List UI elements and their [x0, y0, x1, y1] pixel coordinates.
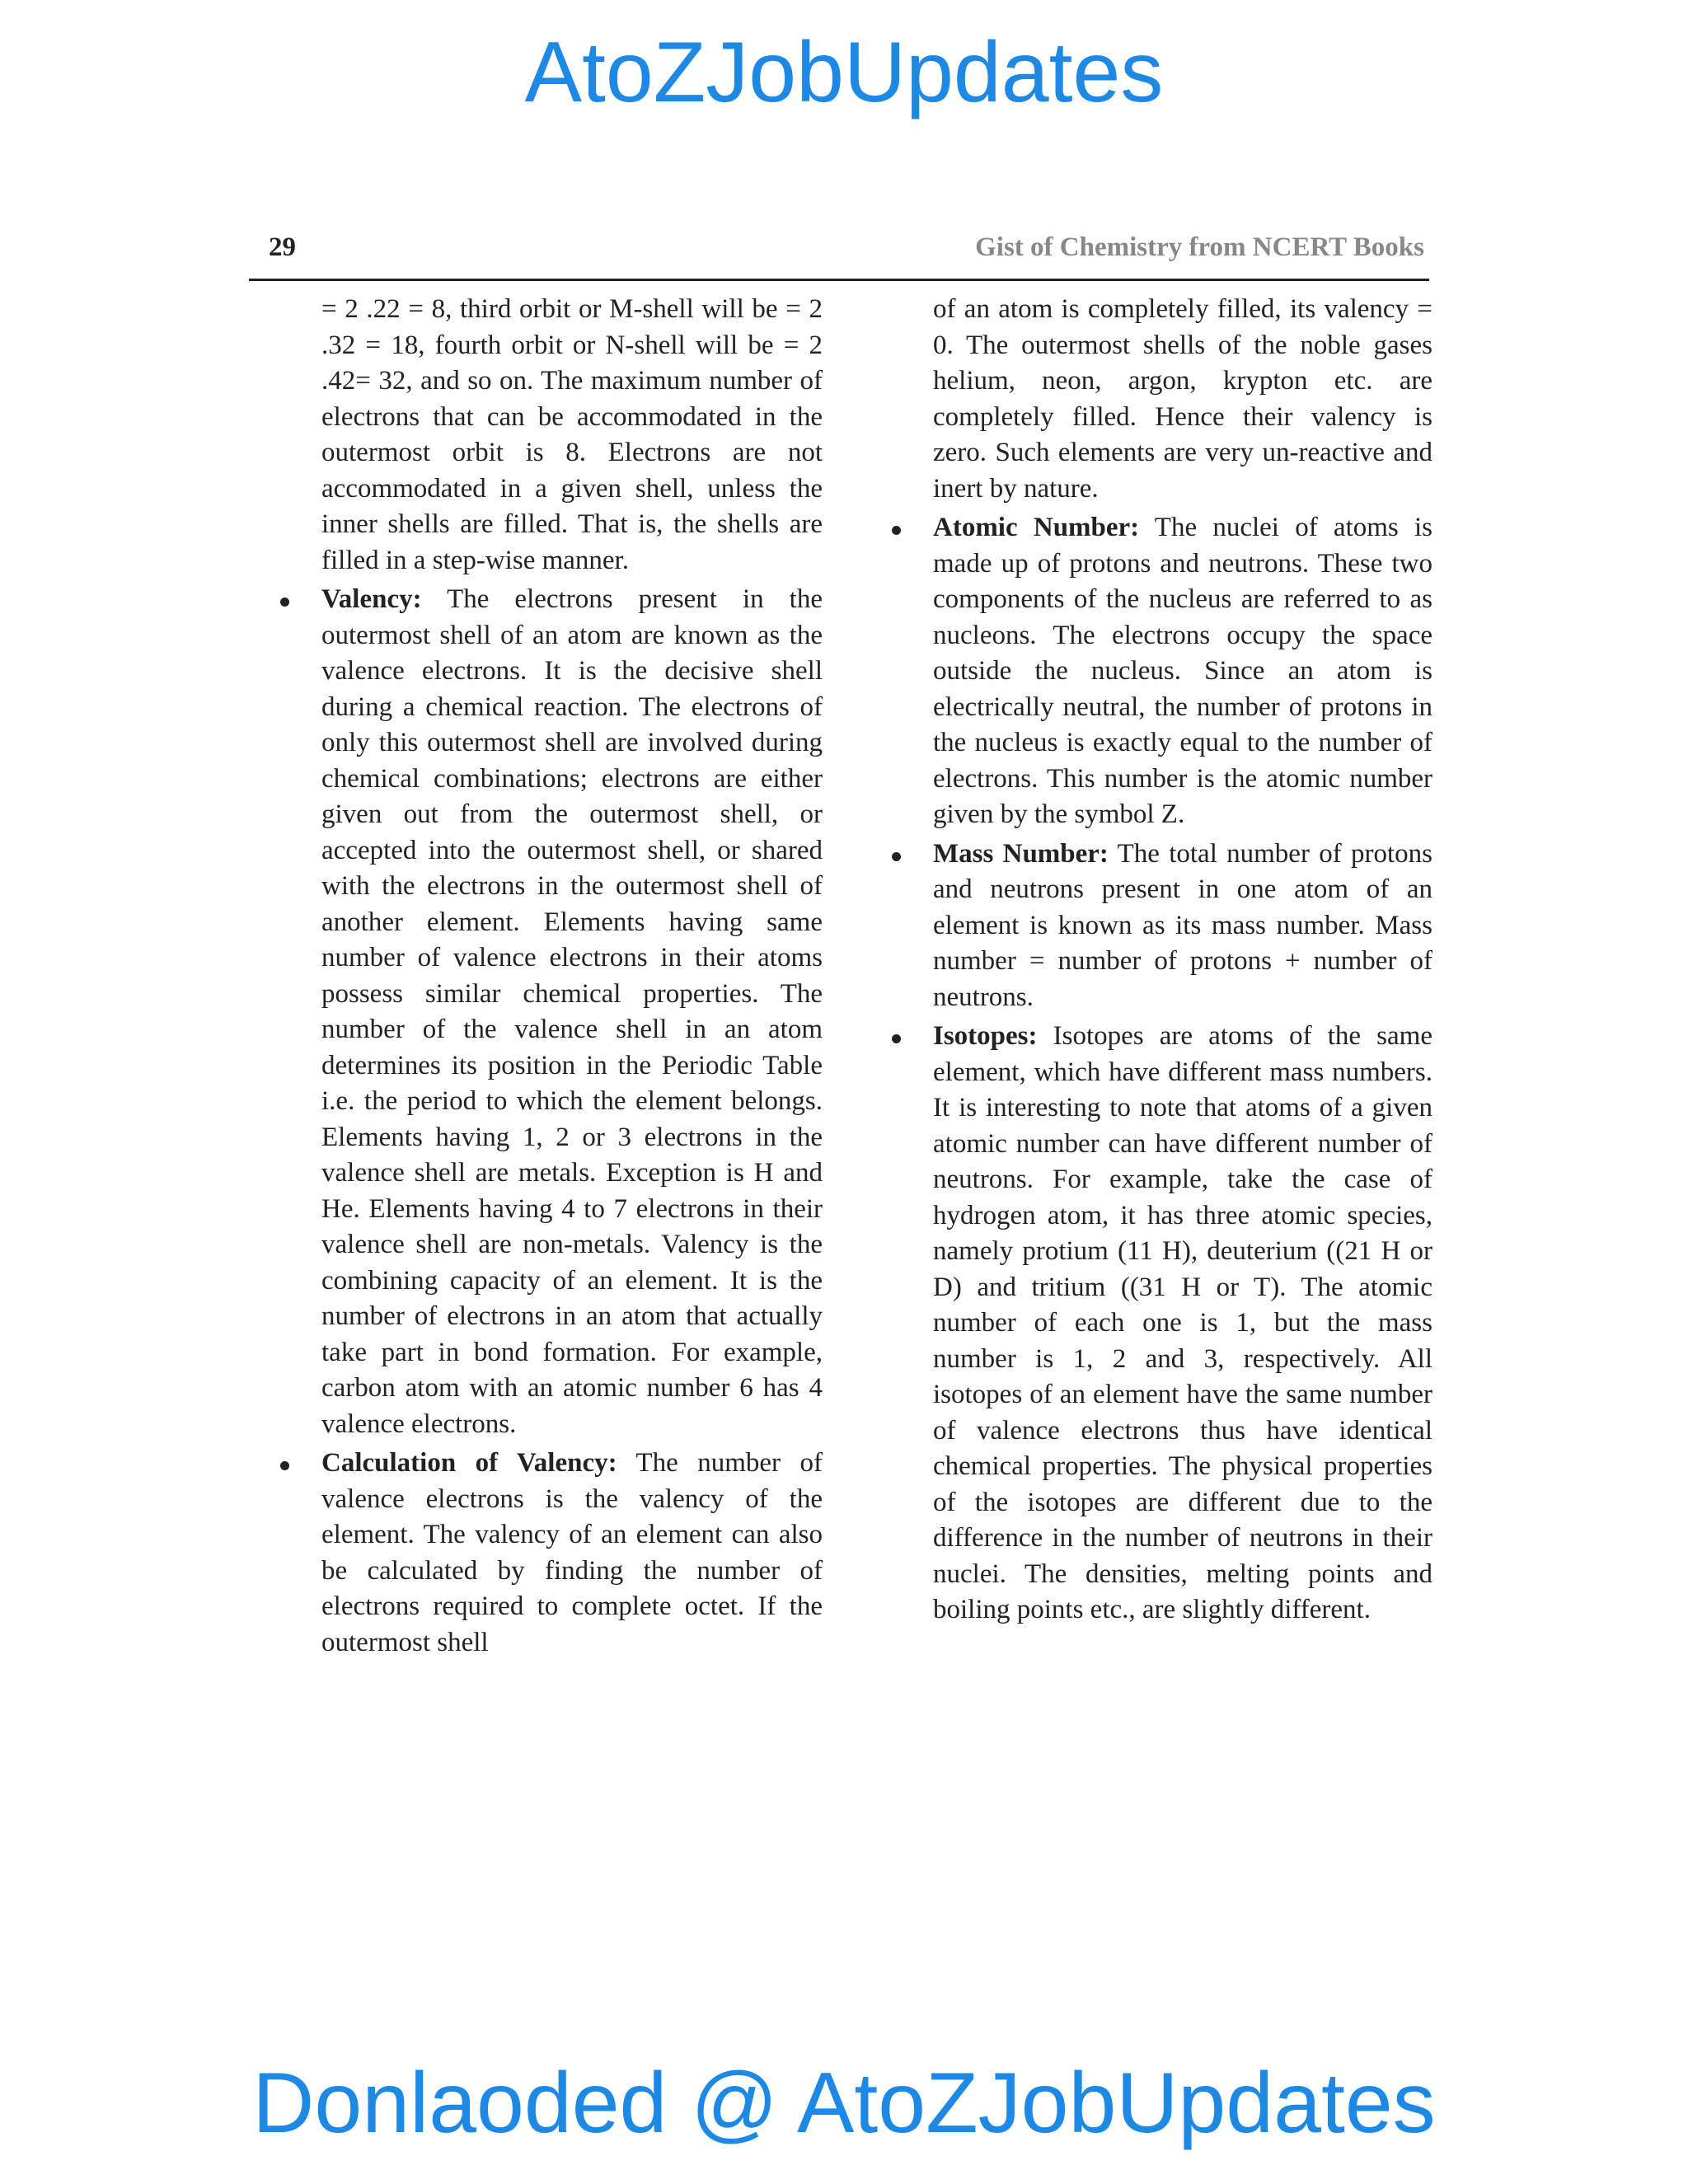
term-heading: Calculation of Valency:	[321, 1448, 617, 1478]
term-heading: Valency:	[321, 584, 422, 614]
left-continuation-text: = 2 .22 = 8, third orbit or M-shell will be = 2 .32 = 18, fourth orbit or N-shell will be = 2 .42= 32, and so on. The maximum number of electrons that can be accommodated in the outermost orbit is 8. Electrons are not accommodated in a given shell, unless the inner shells are filled. That is, the shells are filled in a step-wise manner.	[321, 294, 823, 575]
watermark-top: AtoZJobUpdates	[524, 25, 1164, 120]
bullet-paragraph	[933, 837, 1432, 1016]
term-body: Isotopes are atoms of the same element, which have different mass numbers. It is interesting to note that atoms of a given atomic number can have different number of neutrons. For example, take the case of hydrogen atom, it has three atomic species, namely protium (11 H), deuterium ((21 H or D) and tritium ((31 H or T). The atomic number of each one is 1, but the mass number is 1, 2 and 3, respectively. All isotopes of an element have the same number of valence electrons thus have identical chemical properties. The physical properties of the isotopes are different due to the difference in the number of neutrons in their nuclei. The densities, melting points and boiling points etc., are slightly different.	[933, 1021, 1432, 1624]
watermark-bottom: Donlaoded @ AtoZJobUpdates	[252, 2055, 1436, 2151]
left-column	[269, 292, 823, 1661]
bullet-icon	[892, 1034, 901, 1043]
bullet-icon	[892, 852, 901, 861]
right-continuation-text: of an atom is completely filled, its valency = 0. The outermost shells of the noble gases helium, neon, argon, krypton etc. are completely filled. Hence their valency is zero. Such elements are very un-reactive and inert by nature.	[933, 294, 1432, 504]
bullet-paragraph	[933, 510, 1432, 833]
term-body: The total number of protons and neutrons present in one atom of an element is known as its mass number. Mass number = number of protons + number of neutrons.	[933, 838, 1432, 1012]
term-body: The nuclei of atoms is made up of protons and neutrons. These two components of the nucleus are referred to as nucleons. The electrons occupy the space outside the nucleus. Since an atom is electrically neutral, the number of protons in the nucleus is exactly equal to the number of electrons. This number is the atomic number given by the symbol Z.	[933, 513, 1432, 829]
bullet-item-atomic-number	[880, 510, 1432, 833]
bullet-paragraph	[321, 582, 823, 1442]
term-heading: Atomic Number:	[933, 513, 1140, 542]
term-body: The number of valence electrons is the valency of the element. The valency of an element can also be calculated by finding the number of electrons required to complete octet. If the outermost shell	[321, 1448, 823, 1657]
book-title: Gist of Chemistry from NCERT Books	[975, 232, 1424, 262]
bullet-item-mass-number	[880, 837, 1432, 1016]
bullet-paragraph	[933, 1019, 1432, 1629]
bullet-item-isotopes	[880, 1019, 1432, 1629]
bullet-icon	[280, 1461, 289, 1470]
bullet-icon	[892, 526, 901, 535]
page-number: 29	[269, 232, 296, 262]
term-heading: Mass Number:	[933, 838, 1109, 869]
term-body: The electrons present in the outermost shell of an atom are known as the valence electrons. It is the decisive shell during a chemical reaction. The electrons of only this outermost shell are involved during chemical combinations; electrons are either given out from the outermost shell, or accepted into the outermost shell, or shared with the electrons in the outermost shell of another element. Elements having same number of valence electrons in their atoms possess similar chemical properties. The number of the valence shell in an atom determines its position in the Periodic Table i.e. the period to which the element belongs. Elements having 1, 2 or 3 electrons in the valence shell are metals. Exception is H and He. Elements having 4 to 7 electrons in their valence shell are non-metals. Valency is the combining capacity of an element. It is the number of electrons in an atom that actually take part in bond formation. For example, carbon atom with an atomic number 6 has 4 valence electrons.	[321, 584, 823, 1439]
page-header	[249, 232, 1429, 281]
bullet-icon	[280, 598, 289, 607]
bullet-paragraph	[321, 1446, 823, 1661]
bullet-item-valency	[269, 582, 823, 1442]
bullet-item-calculation-of-valency	[269, 1446, 823, 1661]
term-heading: Isotopes:	[933, 1021, 1038, 1051]
right-column	[880, 292, 1432, 1629]
